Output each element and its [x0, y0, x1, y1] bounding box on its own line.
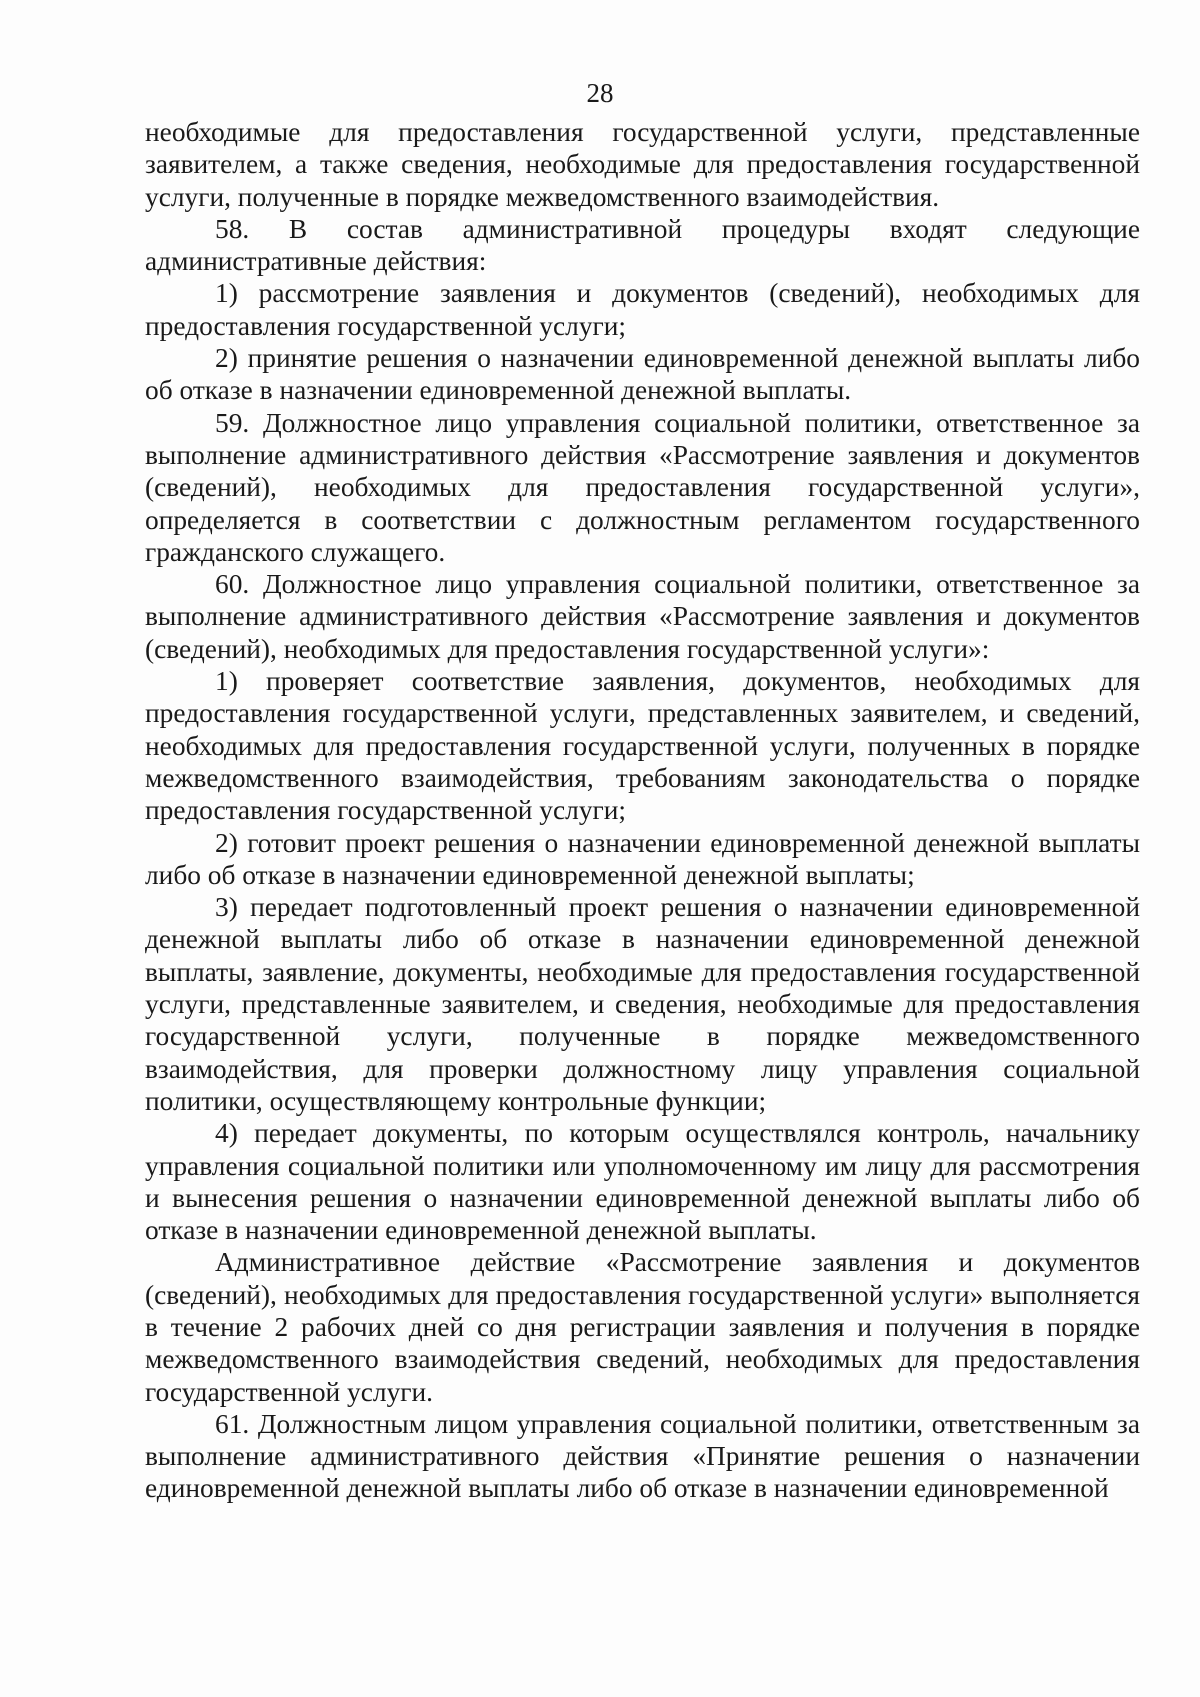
paragraph: 1) рассмотрение заявления и документов (сведений), необходимых для предоставления государственной услуги;: [145, 278, 1140, 341]
paragraph: 2) готовит проект решения о назначении единовременной денежной выплаты либо об отказе в назначении единовременной денежной выплаты;: [145, 827, 1140, 890]
paragraph: 61. Должностным лицом управления социальной политики, ответственным за выполнение административного действия «Принятие решения о назначении единовременной денежной выплаты либо об отказе в назначении единовременной: [145, 1408, 1140, 1504]
paragraph: 1) проверяет соответствие заявления, документов, необходимых для предоставления государственной услуги, представленных заявителем, и сведений, необходимых для предоставления государственной услуги, полученных в порядке межведомственного взаимодействия, требованиям законодательства о порядке предоставления государственной услуги;: [145, 666, 1140, 826]
paragraph: необходимые для предоставления государственной услуги, представленные заявителем, а также сведения, необходимые для предоставления государственной услуги, полученные в порядке межведомственного взаимодействия.: [145, 117, 1140, 212]
paragraph: 58. В состав административной процедуры входят следующие административные действия:: [145, 213, 1140, 277]
paragraph: Административное действие «Рассмотрение заявления и документов (сведений), необходимых для предоставления государственной услуги» выполняется в течение 2 рабочих дней со дня регистрации заявления и получения в порядке межведомственного взаимодействия сведений, необходимых для предоставления государственной услуги.: [145, 1247, 1140, 1407]
paragraph: 4) передает документы, по которым осуществлялся контроль, начальнику управления социальной политики или уполномоченному им лицу для рассмотрения и вынесения решения о назначении единовременной денежной выплаты либо об отказе в назначении единовременной денежной выплаты.: [145, 1118, 1140, 1246]
paragraph: 59. Должностное лицо управления социальной политики, ответственное за выполнение административного действия «Рассмотрение заявления и документов (сведений), необходимых для предоставления государственной услуги», определяется в соответствии с должностным регламентом государственного гражданского служащего.: [145, 407, 1140, 567]
paragraph: 3) передает подготовленный проект решения о назначении единовременной денежной выплаты либо об отказе в назначении единовременной денежной выплаты, заявление, документы, необходимые для предоставления государственной услуги, представленные заявителем, и сведения, необходимые для предоставления государственной услуги, полученные в порядке межведомственного взаимодействия, для проверки должностному лицу управления социальной политики, осуществляющему контрольные функции;: [145, 892, 1140, 1116]
page-number: 28: [586, 78, 614, 108]
paragraph: 2) принятие решения о назначении единовременной денежной выплаты либо об отказе в назначении единовременной денежной выплаты.: [145, 343, 1140, 406]
document-body: [145, 116, 1140, 1505]
paragraph: 60. Должностное лицо управления социальной политики, ответственное за выполнение административного действия «Рассмотрение заявления и документов (сведений), необходимых для предоставления государственной услуги»:: [145, 569, 1140, 664]
